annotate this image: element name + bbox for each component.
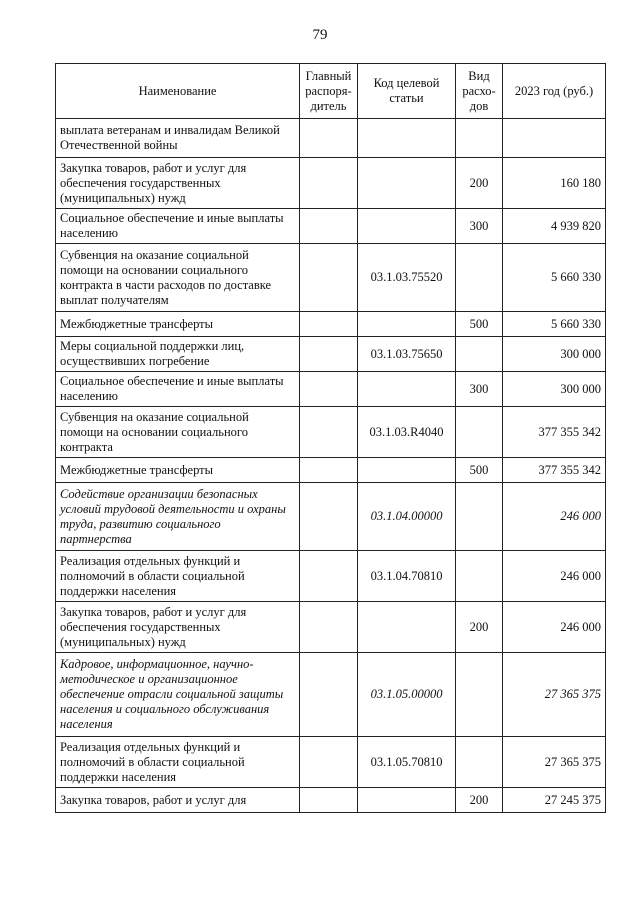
cell-amount: 377 355 342: [503, 407, 606, 458]
table-row: [56, 788, 606, 813]
cell-name: Межбюджетные трансферты: [56, 458, 300, 483]
table-row: [56, 312, 606, 337]
cell-manager: [300, 458, 358, 483]
cell-kind: [456, 551, 503, 602]
cell-kind: [456, 244, 503, 312]
cell-code: [358, 312, 456, 337]
table-row: [56, 458, 606, 483]
cell-amount: 246 000: [503, 602, 606, 653]
cell-kind: [456, 483, 503, 551]
cell-amount: 5 660 330: [503, 312, 606, 337]
table-row: [56, 119, 606, 158]
cell-kind: 500: [456, 458, 503, 483]
cell-code: [358, 209, 456, 244]
cell-name: Межбюджетные трансферты: [56, 312, 300, 337]
cell-manager: [300, 483, 358, 551]
table-row: [56, 244, 606, 312]
table-row: [56, 209, 606, 244]
cell-amount: 246 000: [503, 551, 606, 602]
cell-manager: [300, 244, 358, 312]
cell-amount: 4 939 820: [503, 209, 606, 244]
cell-amount: 160 180: [503, 158, 606, 209]
cell-manager: [300, 653, 358, 737]
cell-amount: 300 000: [503, 372, 606, 407]
table-row: [56, 337, 606, 372]
table-row: [56, 602, 606, 653]
cell-kind: 200: [456, 788, 503, 813]
cell-manager: [300, 551, 358, 602]
cell-name: выплата ветеранам и инвалидам Великой Отечественной войны: [56, 119, 300, 158]
cell-code: 03.1.04.00000: [358, 483, 456, 551]
table-header-row: [56, 64, 606, 119]
cell-kind: 300: [456, 209, 503, 244]
table-row: [56, 653, 606, 737]
cell-code: 03.1.04.70810: [358, 551, 456, 602]
cell-manager: [300, 372, 358, 407]
header-manager: Главный распоря- дитель: [300, 64, 358, 119]
cell-name: Закупка товаров, работ и услуг для обеспечения государственных (муниципальных) нужд: [56, 158, 300, 209]
cell-code: 03.1.03.75520: [358, 244, 456, 312]
cell-code: 03.1.05.70810: [358, 737, 456, 788]
header-amount: 2023 год (руб.): [503, 64, 606, 119]
cell-kind: 300: [456, 372, 503, 407]
cell-code: 03.1.03.75650: [358, 337, 456, 372]
cell-code: [358, 788, 456, 813]
cell-amount: 377 355 342: [503, 458, 606, 483]
cell-name: Социальное обеспечение и иные выплаты населению: [56, 372, 300, 407]
cell-code: [358, 119, 456, 158]
cell-amount: 27 245 375: [503, 788, 606, 813]
cell-manager: [300, 209, 358, 244]
cell-code: [358, 458, 456, 483]
cell-name: Содействие организации безопасных условий трудовой деятельности и охраны труда, развитию социального партнерства: [56, 483, 300, 551]
cell-kind: [456, 337, 503, 372]
cell-kind: [456, 119, 503, 158]
cell-amount: 5 660 330: [503, 244, 606, 312]
header-name: Наименование: [56, 64, 300, 119]
cell-kind: 200: [456, 602, 503, 653]
page-number: 79: [312, 27, 328, 43]
cell-name: Закупка товаров, работ и услуг для обеспечения государственных (муниципальных) нужд: [56, 602, 300, 653]
cell-manager: [300, 788, 358, 813]
table-row: [56, 158, 606, 209]
header-code: Код целевой статьи: [358, 64, 456, 119]
cell-manager: [300, 337, 358, 372]
table-row: [56, 372, 606, 407]
cell-manager: [300, 602, 358, 653]
cell-code: 03.1.03.R4040: [358, 407, 456, 458]
table-row: [56, 551, 606, 602]
cell-kind: [456, 737, 503, 788]
cell-name: Социальное обеспечение и иные выплаты населению: [56, 209, 300, 244]
cell-code: [358, 372, 456, 407]
cell-manager: [300, 737, 358, 788]
cell-name: Реализация отдельных функций и полномочий в области социальной поддержки населения: [56, 737, 300, 788]
cell-name: Субвенция на оказание социальной помощи на основании социального контракта: [56, 407, 300, 458]
cell-kind: 200: [456, 158, 503, 209]
cell-manager: [300, 407, 358, 458]
cell-name: Меры социальной поддержки лиц, осуществивших погребение: [56, 337, 300, 372]
cell-amount: [503, 119, 606, 158]
budget-table: [55, 63, 606, 813]
cell-kind: 500: [456, 312, 503, 337]
table-row: [56, 483, 606, 551]
cell-name: Реализация отдельных функций и полномочий в области социальной поддержки населения: [56, 551, 300, 602]
cell-manager: [300, 312, 358, 337]
cell-amount: 27 365 375: [503, 737, 606, 788]
cell-name: Закупка товаров, работ и услуг для: [56, 788, 300, 813]
cell-name: Кадровое, информационное, научно-методическое и организационное обеспечение отрасли социальной защиты населения и социального обслуживания населения: [56, 653, 300, 737]
cell-kind: [456, 407, 503, 458]
cell-code: [358, 602, 456, 653]
cell-code: 03.1.05.00000: [358, 653, 456, 737]
cell-name: Субвенция на оказание социальной помощи на основании социального контракта в части расходов по доставке выплат получателям: [56, 244, 300, 312]
cell-manager: [300, 158, 358, 209]
table-body: [56, 119, 606, 813]
table-row: [56, 407, 606, 458]
cell-manager: [300, 119, 358, 158]
cell-code: [358, 158, 456, 209]
header-kind: Вид расхо- дов: [456, 64, 503, 119]
cell-amount: 246 000: [503, 483, 606, 551]
cell-kind: [456, 653, 503, 737]
cell-amount: 27 365 375: [503, 653, 606, 737]
cell-amount: 300 000: [503, 337, 606, 372]
table-row: [56, 737, 606, 788]
